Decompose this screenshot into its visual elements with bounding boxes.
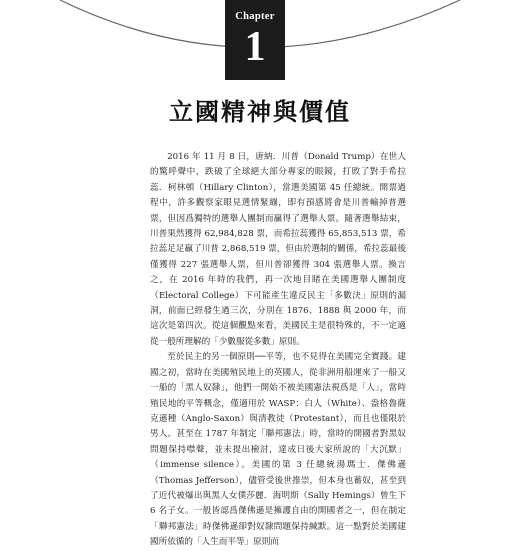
chapter-badge (225, 0, 285, 80)
chapter-number: 1 (244, 24, 266, 70)
chapter-label: Chapter (235, 11, 275, 22)
chapter-title: 立國精神與價值 (169, 98, 351, 126)
paragraph: 至於民主的另一個原則──平等，也不見得在美國完全實踐。建國之初，當時在美國殖民地上的英國人，從非洲用船運來了一船又一船的「黑人奴隸」，他們一開始不被美國憲法視爲是「人」，當時殖民地的平等概念，僅適用於 WASP：白人（White）、盎格魯薩克遜種（Anglo-Saxon）與清教徒（Protestant），而且也僅限於男人。甚至在 1787 年制定「聯邦憲法」時，當時的開國者對黑奴問題保持噤聲，並未提出檢討，達成日後大家所說的「大沉默」（immense silence）。美國的第 3 任總統湯瑪士．傑佛遜（Thomas Jefferson），儘管受後世推崇，但本身也蓄奴，甚至到了近代被爆出與黑人女僕莎麗．海明斯（Sally Hemings）曾生下 6 名子女。一般皆認爲傑佛遜是擁護自由的開國者之一，但在制定「聯邦憲法」時傑佛遜卻對奴隸問題保持緘默。這一點對於美國建國所依循的「人生而平等」原則而 (150, 352, 406, 548)
body-text (150, 150, 406, 551)
paragraph: 2016 年 11 月 8 日，唐納．川普（Donald Trump）在世人的驚呼聲中，跌破了全球絕大部分專家的眼鏡，打敗了對手希拉蕊．柯林頓（Hillary Clinton），當選美國第 45 任總統。開票過程中，許多觀察家眼見選情緊繃，即有預感將會是川普輸掉普選票，但因爲獨特的選舉人團制而贏得了選舉人票。隨著選舉結束，川普果然獲得 62,984,828 票，而希拉蕊獲得 65,853,513 票，希拉蕊足足贏了川普 2,868,519 票，但由於選制的關係，希拉蕊最後僅獲得 227 張選舉人票，但川普卻獲得 304 張選舉人票。換言之，在 2016 年時的我們，再一次地目睹在美國選舉人團制度（Electoral College）下可能產生違反民主「多數決」原則的漏洞，前面已經發生過三次，分別在 1876、1888 與 2000 年，而這次是第四次。從這個觀點來看，美國民主是很特殊的，不一定適從一般所理解的「少數服從多數」原則。 (150, 152, 406, 347)
